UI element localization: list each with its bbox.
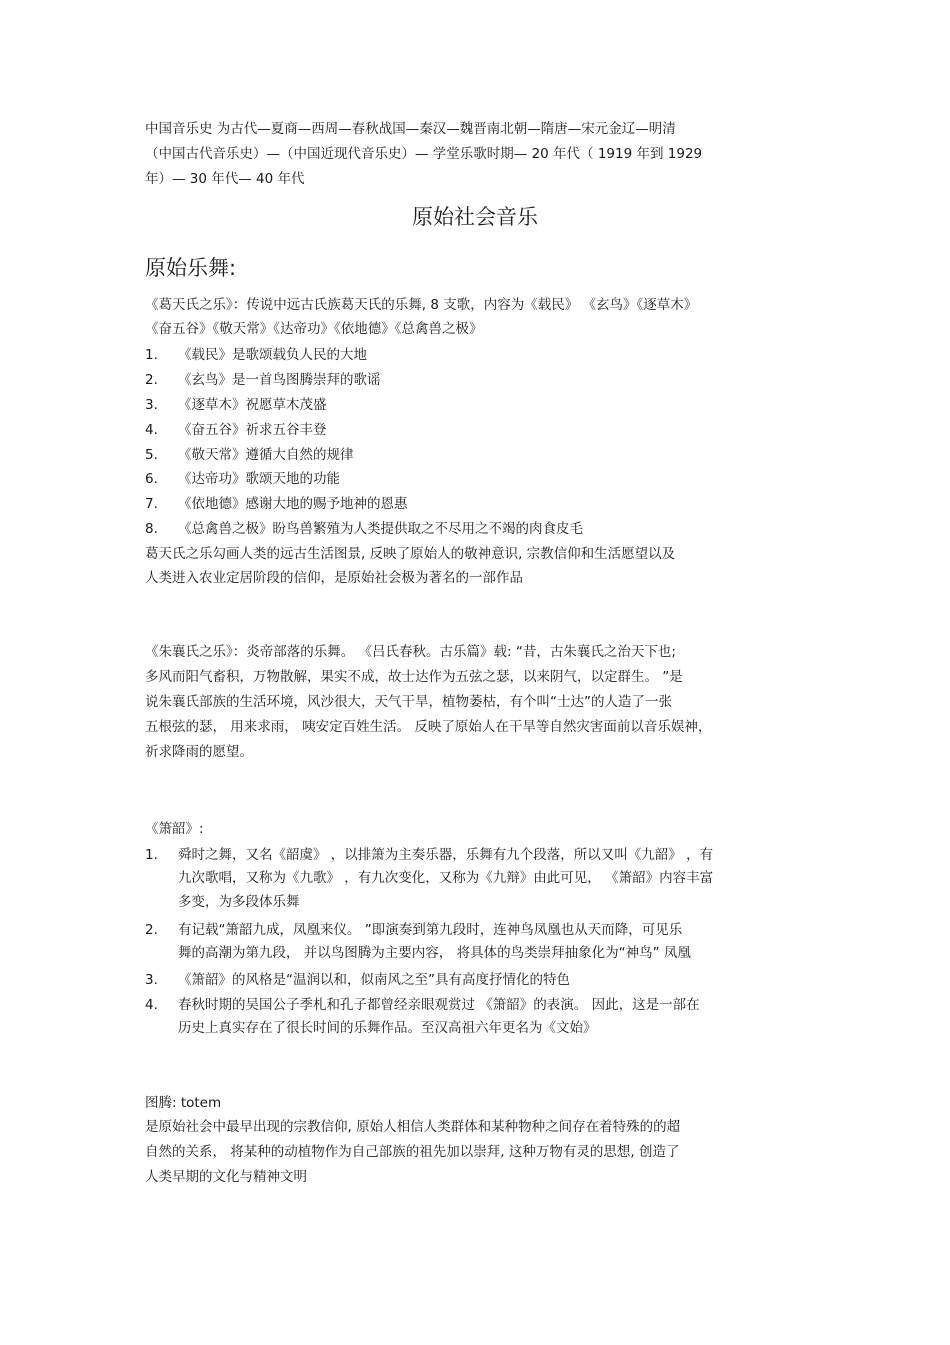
list-number: 4. [145,422,158,438]
list-item-line: 《箫韶》的风格是“温润以和，似南风之至”具有高度抒情化的特色 [178,972,570,988]
totem-line-3: 人类早期的文化与精神文明 [145,1169,307,1185]
zhuxiang-line-5: 祈求降雨的愿望。 [145,744,253,760]
xiaoshao-heading: 《箫韶》: [145,821,204,837]
list-item-line: 有记载“箫韶九成，凤凰来仪。 ”即演奏到第九段时，连神鸟凤凰也从天而降，可见乐 [178,922,683,938]
intro-line-2: （中国古代音乐史）—（中国近现代音乐史）— 学堂乐歌时期— 20 年代（ 1919 年到 1929 [145,146,703,162]
list-number: 8. [145,521,158,537]
list-number: 3. [145,397,158,413]
list-item-line: 历史上真实存在了很长时间的乐舞作品。至汉高祖六年更名为《文始》 [178,1020,597,1036]
list-number: 6. [145,471,158,487]
getian-intro-line-1: 《葛天氏之乐》：传说中远古氏族葛天氏的乐舞, 8 支歌，内容为《载民》 《玄鸟》《逐草木》 [145,297,698,313]
document-title: 原始社会音乐 [412,205,538,229]
list-number: 4. [145,997,158,1013]
list-number: 2. [145,922,158,938]
section-heading: 原始乐舞: [145,256,237,280]
list-item: 《载民》是歌颂载负人民的大地 [178,347,367,363]
totem-heading: 图腾: totem [145,1095,222,1111]
list-item-line: 九次歌唱，又称为《九歌》 ，有九次变化，又称为《九辩》由此可见， 《箫韶》内容丰富 [178,870,714,886]
list-item: 《达帝功》歌颂天地的功能 [178,471,340,487]
list-item-line: 多变，为多段体乐舞 [178,894,300,910]
getian-intro-line-2: 《奋五谷》《敬天常》《达帝功》《依地德》《总禽兽之极》 [145,321,483,337]
zhuxiang-line-1: 《朱襄氏之乐》：炎帝部落的乐舞。 《吕氏春秋。古乐篇》载: “昔，古朱襄氏之治天下也; [145,644,676,660]
list-item: 《玄鸟》是一首鸟图腾崇拜的歌谣 [178,372,381,388]
list-item: 《奋五谷》祈求五谷丰登 [178,422,327,438]
list-number: 1. [145,847,158,863]
totem-line-1: 是原始社会中最早出现的宗教信仰, 原始人相信人类群体和某种物种之间存在着特殊的的超 [145,1119,681,1135]
zhuxiang-line-3: 说朱襄氏部族的生活环境，风沙很大，天气干旱，植物萎枯，有个叫“士达”的人造了一张 [145,694,672,710]
zhuxiang-line-4: 五根弦的瑟， 用来求雨， 咦安定百姓生活。 反映了原始人在干旱等自然灾害面前以音乐娱神， [145,719,712,735]
getian-summary-line-1: 葛天氏之乐勾画人类的远古生活图景, 反映了原始人的敬神意识, 宗教信仰和生活愿望以及 [145,546,676,562]
list-number: 2. [145,372,158,388]
list-item-line: 春秋时期的吴国公子季札和孔子都曾经亲眼观赏过 《箫韶》的表演。 因此，这是一部在 [178,997,700,1013]
list-item: 《依地德》感谢大地的赐予地神的恩惠 [178,496,408,512]
list-number: 5. [145,447,158,463]
intro-line-1: 中国音乐史 为古代—夏商—西周—春秋战国—秦汉—魏晋南北朝—隋唐—宋元金辽—明清 [145,121,676,137]
totem-line-2: 自然的关系， 将某种的动植物作为自己部族的祖先加以崇拜, 这种万物有灵的思想, 创造了 [145,1144,680,1160]
intro-line-3: 年）— 30 年代— 40 年代 [145,171,305,187]
list-item: 《总禽兽之极》盼鸟兽繁殖为人类提供取之不尽用之不竭的肉食皮毛 [178,521,583,537]
list-number: 7. [145,496,158,512]
list-number: 3. [145,972,158,988]
list-number: 1. [145,347,158,363]
list-item: 《逐草木》祝愿草木茂盛 [178,397,327,413]
list-item: 《敬天常》遵循大自然的规律 [178,447,354,463]
list-item-line: 舜时之舞，又名《韶虞》 ，以排箫为主奏乐器，乐舞有九个段落，所以又叫《九韶》 ，有 [178,847,714,863]
getian-summary-line-2: 人类进入农业定居阶段的信仰，是原始社会极为著名的一部作品 [145,570,523,586]
zhuxiang-line-2: 多风而阳气畜积，万物散解，果实不成，故士达作为五弦之瑟，以来阴气，以定群生。 ”是 [145,669,683,685]
list-item-line: 舞的高潮为第九段， 并以鸟图腾为主要内容， 将具体的鸟类崇拜抽象化为“神鸟” 凤凰 [178,945,691,961]
